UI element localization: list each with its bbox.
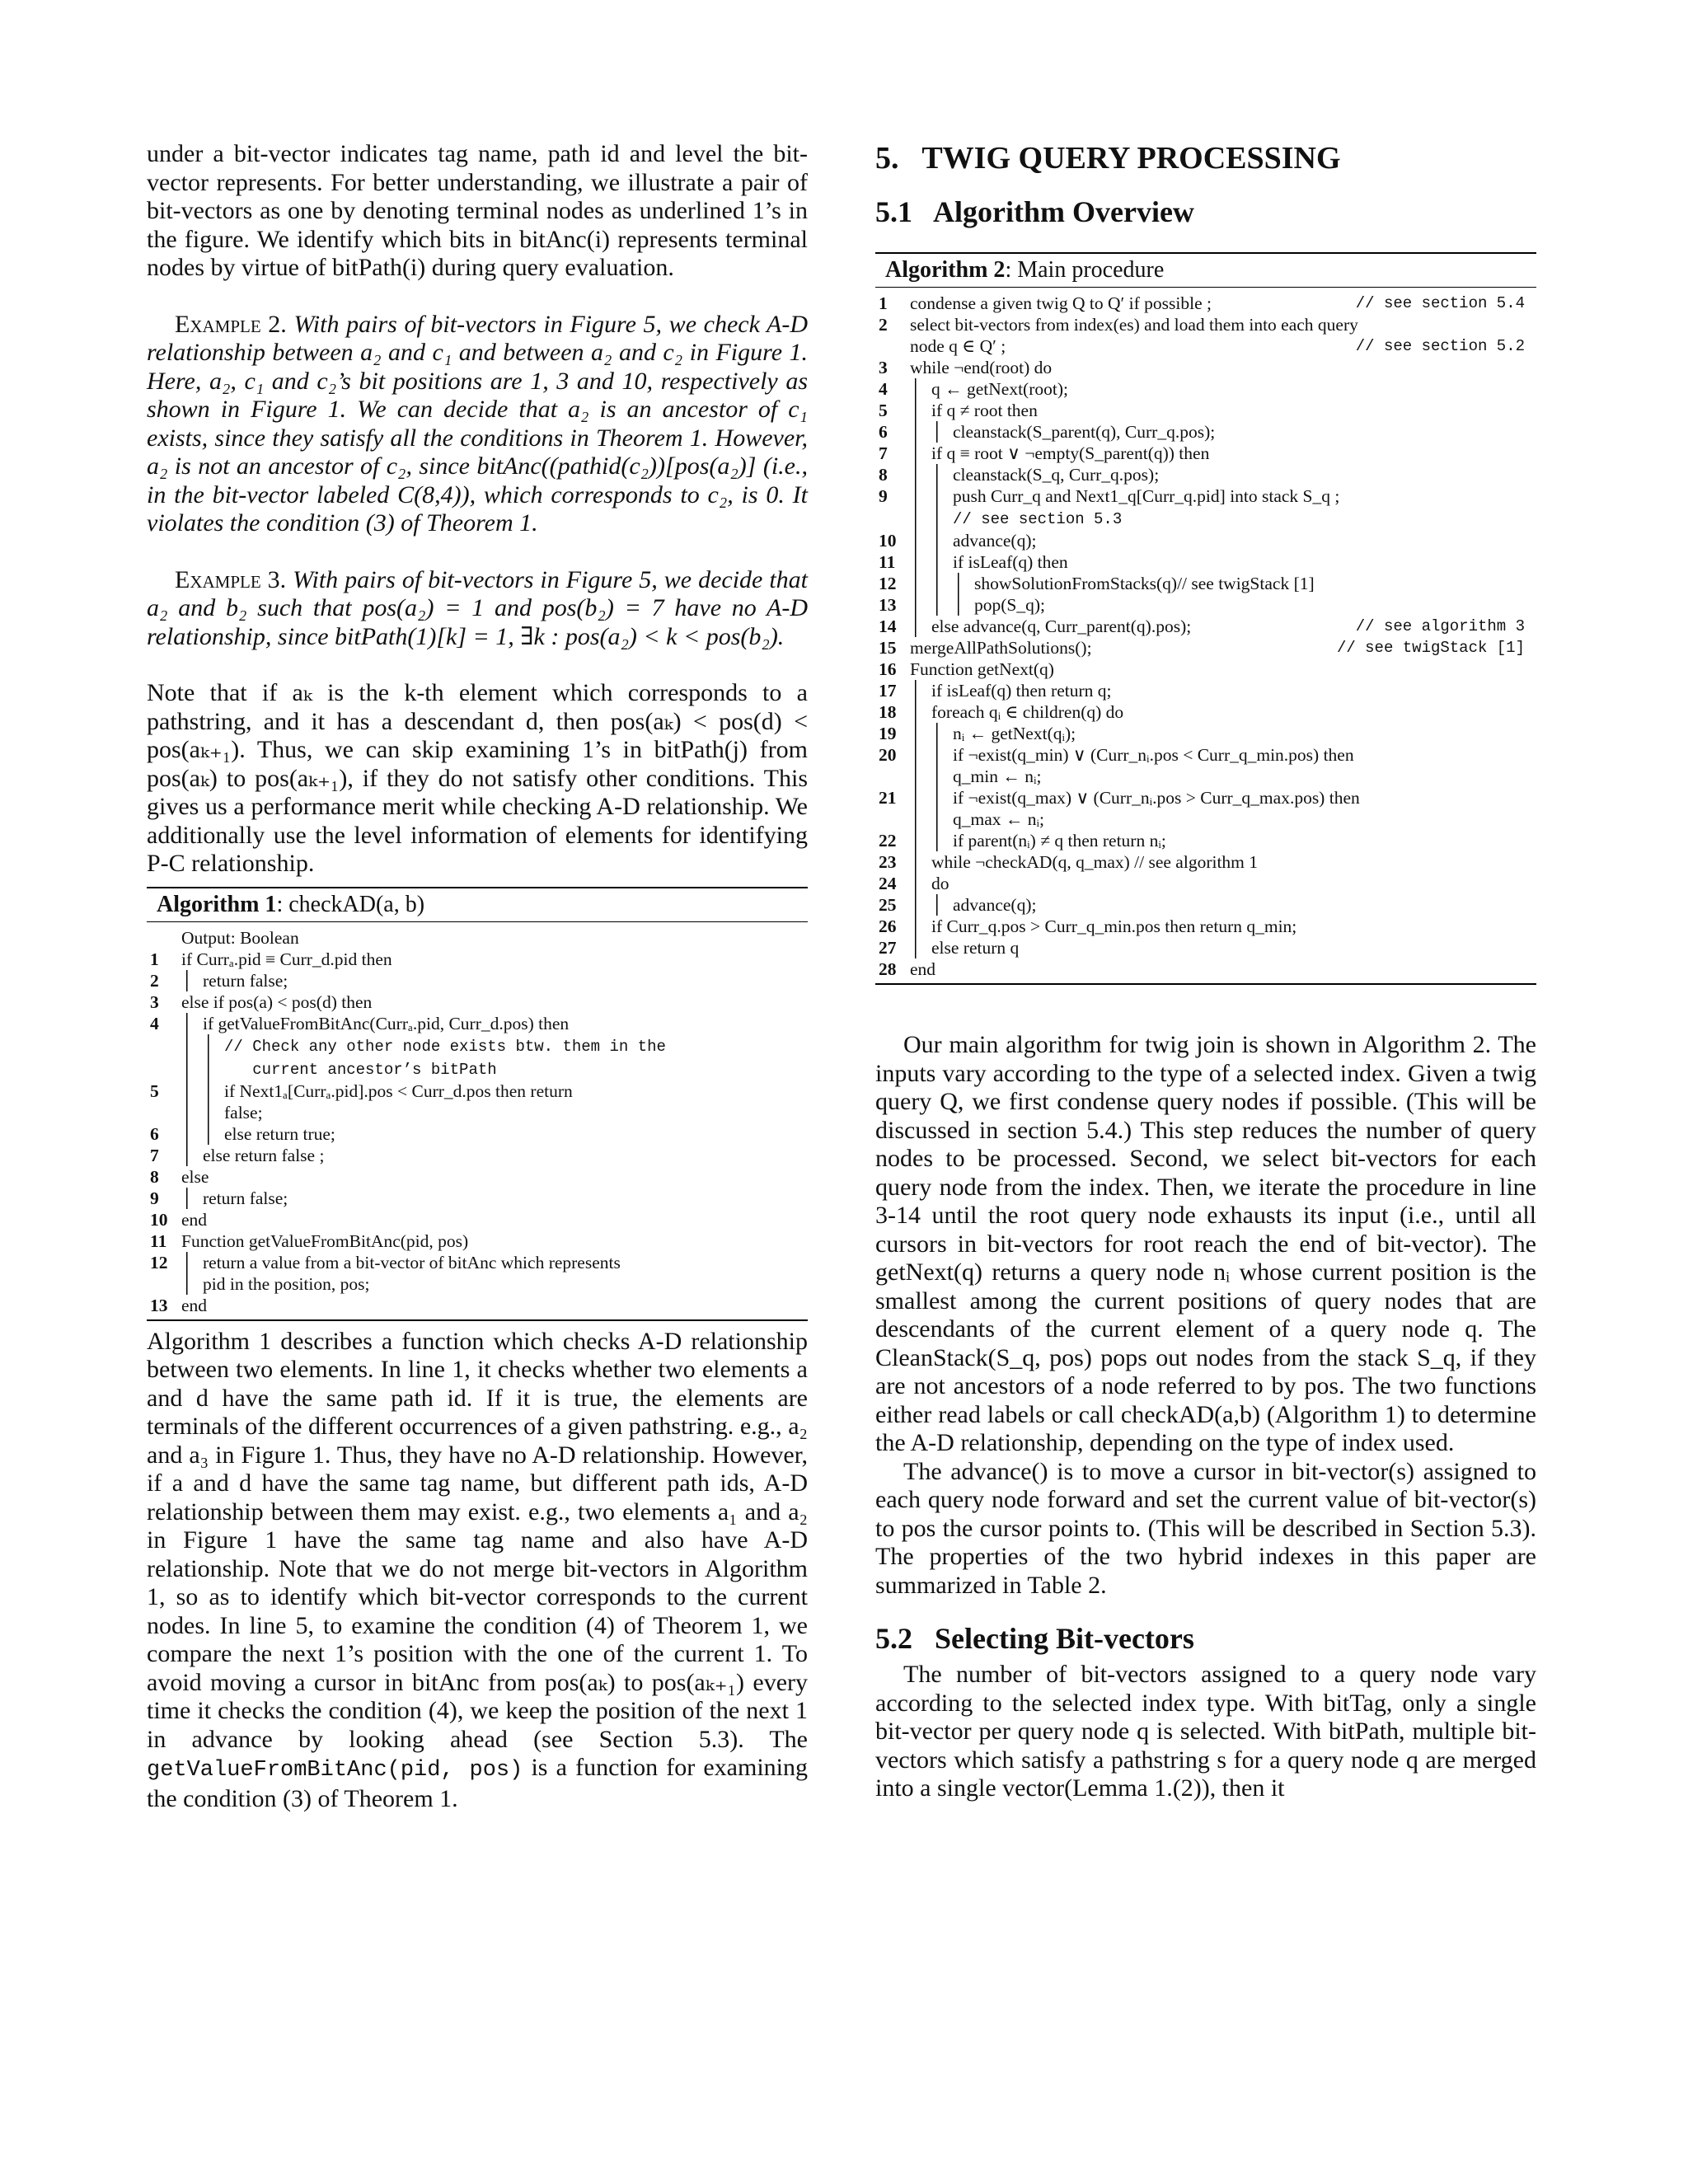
code-text: node q ∈ Q′ ; [910, 336, 1006, 356]
line-code [175, 1102, 808, 1123]
algorithm-line [147, 1252, 808, 1273]
code-text: end [910, 959, 936, 979]
code-text: Function getNext(q) [910, 659, 1054, 679]
algorithm-line [147, 949, 808, 970]
line-number: 9 [879, 486, 888, 506]
algorithm-line [875, 507, 1536, 530]
algorithm-line [875, 851, 1536, 873]
line-number: 6 [879, 422, 888, 442]
code-text: q_min ← nᵢ; [953, 766, 1042, 786]
line-code [903, 616, 1536, 637]
line-number: 19 [879, 724, 897, 743]
line-code [903, 335, 1536, 357]
code-text: else return true; [224, 1123, 335, 1144]
algorithm-line [875, 958, 1536, 980]
line-number: 5 [879, 401, 888, 420]
paragraph: under a bit-vector indicates tag name, path id and level the bit-vector represents. For better understanding, we illustrate a pair of bit-vectors as one by denoting terminal nodes as underlined 1’s in the figure. We identify which bits in bitAnc(i) represents terminal nodes by virtue of bitPath(i) during query evaluation. [147, 140, 808, 281]
code-comment: // see algorithm 3 [1355, 617, 1525, 635]
code-text: do [931, 874, 950, 893]
algorithm-line [875, 485, 1536, 507]
line-code [903, 314, 1536, 335]
algorithm-line [875, 530, 1536, 551]
line-number: 16 [879, 659, 897, 679]
line-code [903, 744, 1536, 766]
code-text: condense a given twig Q to Q′ if possible ; [910, 293, 1212, 313]
algorithm-line [147, 1273, 808, 1295]
code-text: nᵢ ← getNext(qᵢ); [953, 724, 1076, 743]
algorithm-line [875, 701, 1536, 723]
algorithm-line [147, 1145, 808, 1166]
line-code [903, 680, 1536, 701]
code-text: return false; [203, 1188, 288, 1208]
code-text: q_max ← nᵢ; [953, 809, 1045, 829]
algorithm-line [147, 1102, 808, 1123]
line-code [903, 830, 1536, 851]
line-code [175, 991, 808, 1013]
line-code [175, 927, 808, 949]
algorithm-line [147, 970, 808, 991]
code-text: pop(S_q); [974, 595, 1045, 615]
line-number: 7 [150, 1145, 159, 1165]
line-code [175, 1273, 808, 1295]
subsection-title: 5.2 Selecting Bit-vectors [875, 1622, 1194, 1655]
paragraph: The advance() is to move a cursor in bit-vector(s) assigned to each query node forward and set the current value of bit-vector(s) to pos the cursor points to. (This will be described in Section 5.3). The properties of the two hybrid indexes in this paper are summarized in Table 2. [875, 1457, 1536, 1599]
line-code [903, 551, 1536, 573]
line-code [903, 443, 1536, 464]
line-code [175, 1188, 808, 1209]
code-text: select bit-vectors from index(es) and load them into each query [910, 315, 1358, 335]
line-code [175, 1295, 808, 1316]
code-text: advance(q); [953, 895, 1037, 915]
algorithm-line [875, 916, 1536, 937]
line-code [903, 723, 1536, 744]
line-code [903, 873, 1536, 894]
algorithm-line [875, 680, 1536, 701]
paragraph: The number of bit-vectors assigned to a query node vary according to the selected index type. With bitTag, only a single bit-vector per query node q is selected. With bitPath, multiple bit-vectors which satisfy a pathstring s for a query node q are merged into a single vector(Lemma 1.(2)), then it [875, 1661, 1536, 1802]
line-number: 4 [150, 1013, 159, 1033]
line-code [903, 357, 1536, 378]
code-text: else return false ; [203, 1145, 325, 1165]
line-code [903, 293, 1536, 314]
paragraph: Note that if aₖ is the k-th element which corresponds to a pathstring, and it has a descendant d, then pos(aₖ) < pos(d) < pos(aₖ₊₁). Thus, we can skip examining 1’s in bitPath(j) from pos(aₖ) to pos(aₖ₊₁), if they do not satisfy other conditions. This gives us a performance merit while checking A-D relationship. We additionally use the level information of elements for identifying P-C relationship. [147, 679, 808, 877]
algorithm-line [147, 1013, 808, 1034]
algorithm-1 [147, 887, 808, 1321]
code-text: if Next1ₐ[Currₐ.pid].pos < Curr_d.pos then return [224, 1080, 573, 1101]
line-code [903, 851, 1536, 873]
algorithm-line [875, 616, 1536, 637]
line-code [175, 1230, 808, 1252]
algorithm-line [875, 551, 1536, 573]
example-label: Example 3. [175, 565, 287, 593]
line-code [903, 464, 1536, 485]
line-number: 11 [150, 1230, 167, 1251]
algorithm-body [875, 288, 1536, 983]
inline-code: getValueFromBitAnc(pid, pos) [147, 1758, 523, 1783]
code-text: cleanstack(S_q, Curr_q.pos); [953, 465, 1160, 485]
algorithm-line [875, 400, 1536, 421]
algorithm-line [147, 1188, 808, 1209]
line-code [903, 421, 1536, 443]
line-code [903, 937, 1536, 958]
line-number: 25 [879, 895, 897, 915]
code-text: showSolutionFromStacks(q)// see twigStack [1] [974, 574, 1315, 593]
line-code [175, 1166, 808, 1188]
line-number: 23 [879, 852, 897, 872]
algorithm-line [875, 378, 1536, 400]
line-number: 12 [879, 574, 897, 593]
line-number: 13 [879, 595, 897, 615]
example-2 [147, 311, 808, 538]
line-code [903, 658, 1536, 680]
line-code [903, 766, 1536, 787]
line-code [175, 1123, 808, 1145]
algorithm-line [875, 744, 1536, 766]
line-number: 13 [150, 1295, 168, 1315]
code-text: else if pos(a) < pos(d) then [181, 991, 373, 1012]
line-number: 12 [150, 1252, 168, 1272]
line-code [903, 701, 1536, 723]
code-text: if q ≡ root ∨ ¬empty(S_parent(q)) then [931, 443, 1210, 463]
code-text: return a value from a bit-vector of bitAnc which represents [203, 1252, 621, 1272]
line-number: 3 [879, 358, 888, 377]
right-column [875, 140, 1536, 1803]
code-comment: // see section 5.3 [953, 510, 1123, 528]
code-comment: // see section 5.2 [1355, 337, 1525, 355]
line-code [175, 949, 808, 970]
algorithm-line [147, 927, 808, 949]
code-text: end [181, 1295, 208, 1315]
algorithm-line [147, 1034, 808, 1057]
line-number: 22 [879, 831, 897, 851]
line-number: 4 [879, 379, 888, 399]
code-text: if ¬exist(q_max) ∨ (Curr_nᵢ.pos > Curr_q_max.pos) then [953, 788, 1360, 808]
algorithm-line [875, 594, 1536, 616]
code-text: if Currₐ.pid ≡ Curr_d.pid then [181, 949, 392, 969]
line-code [903, 894, 1536, 916]
code-text: Output: Boolean [181, 927, 299, 948]
code-text: false; [224, 1102, 263, 1122]
algorithm-line [147, 1057, 808, 1080]
code-text: if getValueFromBitAnc(Currₐ.pid, Curr_d.pos) then [203, 1013, 570, 1033]
line-number: 20 [879, 745, 897, 765]
line-code [175, 1013, 808, 1034]
line-code [903, 507, 1536, 530]
line-code [903, 916, 1536, 937]
algorithm-line [875, 873, 1536, 894]
paragraph: Our main algorithm for twig join is shown in Algorithm 2. The inputs vary according to the type of a selected index. Given a twig query Q, we first condense query nodes if possible. (This will be discussed in section 5.4.) This step reduces the number of query nodes to be processed. Second, we select bit-vectors for each query node from the index. Then, we iterate the procedure in line 3-14 until the root query node exhausts its input (i.e., until all cursors in bit-vectors for root reach the end of bit-vector). The getNext(q) returns a query node nᵢ whose current position is the smallest among the current positions of query nodes that are descendants of the current element of a query node q. The CleanStack(S_q, pos) pops out nodes from the stack S_q, if they are not ancestors of a node referred to by pos. The two functions either read labels or call checkAD(a,b) (Algorithm 1) to determine the A-D relationship, depending on the type of index used. [875, 1031, 1536, 1456]
algorithm-line [875, 937, 1536, 958]
example-3 [147, 566, 808, 652]
example-text: With pairs of bit-vectors in Figure 5, we decide that a₂ and b₂ such that pos(a₂) = 1 and pos(b₂) = 7 have no A-D relationship, since bitPath(1)[k] = 1, ∃k : pos(a₂) < k < pos(b₂). [147, 565, 809, 650]
code-text: Function getValueFromBitAnc(pid, pos) [181, 1230, 469, 1251]
code-text: if ¬exist(q_min) ∨ (Curr_nᵢ.pos < Curr_q_min.pos) then [953, 745, 1354, 765]
algorithm-line [147, 991, 808, 1013]
section-title: 5. TWIG QUERY PROCESSING [875, 141, 1341, 176]
paragraph: Algorithm 1 describes a function which checks A-D relationship between two elements. In line 1, it checks whether two elements a and d have the same path id. If it is true, the elements are terminals of the different occurrences of a given pathstring. e.g., a₂ and a₃ in Figure 1. Thus, they have no A-D relationship. However, if a and d have the same tag name, but different path ids, A-D relationship between them may exist. e.g., two elements a₁ and a₂ in Figure 1 have the same tag name and also have A-D relationship. Note that we do not merge bit-vectors in Algorithm 1, so as to identify which bit-vector corresponds to the current nodes. In line 5, to examine the condition (4) of Theorem 1, we compare the next 1’s position with the one of the current 1. To avoid moving a cursor in bitAnc from pos(aₖ) to pos(aₖ₊₁) every time it checks the condition (4), we keep the position of the next 1 in advance by looking ahead (see Section 5.3). The getValueFromBitAnc(pid, pos) is a function for examining the condition (3) of Theorem 1. [147, 1327, 808, 1812]
line-code [175, 1209, 808, 1230]
code-comment: current ancestor’s bitPath [224, 1060, 497, 1079]
algorithm-line [875, 658, 1536, 680]
algorithm-line [875, 464, 1536, 485]
line-number: 17 [879, 681, 897, 701]
algorithm-line [147, 1080, 808, 1102]
code-text: if Curr_q.pos > Curr_q_min.pos then return q_min; [931, 916, 1297, 936]
line-number: 5 [150, 1080, 159, 1101]
line-number: 8 [150, 1166, 159, 1187]
line-number: 2 [150, 970, 159, 991]
algorithm-2 [875, 252, 1536, 985]
code-text: advance(q); [953, 531, 1037, 551]
algorithm-line [875, 293, 1536, 314]
algorithm-line [147, 1166, 808, 1188]
algorithm-line [147, 1123, 808, 1145]
line-code [175, 1080, 808, 1102]
algorithm-line [875, 421, 1536, 443]
line-code [175, 1252, 808, 1273]
algorithm-line [875, 723, 1536, 744]
line-code [175, 970, 808, 991]
line-number: 7 [879, 443, 888, 463]
line-number: 1 [150, 949, 159, 969]
line-code [903, 958, 1536, 980]
line-code [903, 808, 1536, 830]
code-text: while ¬checkAD(q, q_max) // see algorithm 1 [931, 852, 1259, 872]
line-code [903, 594, 1536, 616]
line-number: 3 [150, 991, 159, 1012]
line-number: 8 [879, 465, 888, 485]
code-text: cleanstack(S_parent(q), Curr_q.pos); [953, 422, 1216, 442]
left-column [147, 140, 808, 1813]
code-text: else [181, 1166, 209, 1187]
algorithm-line [875, 894, 1536, 916]
algorithm-title: Algorithm 2: Main procedure [875, 254, 1536, 288]
line-number: 1 [879, 293, 888, 313]
subsection-title: 5.1 Algorithm Overview [875, 195, 1194, 228]
line-code [903, 400, 1536, 421]
algorithm-line [875, 573, 1536, 594]
algorithm-line [875, 314, 1536, 335]
line-number: 10 [879, 531, 897, 551]
code-text: foreach qᵢ ∈ children(q) do [931, 702, 1124, 722]
code-text: pid in the position, pos; [203, 1273, 370, 1294]
line-number: 11 [879, 552, 896, 572]
algorithm-line [147, 1230, 808, 1252]
code-comment: // Check any other node exists btw. them in the [224, 1037, 666, 1056]
code-text: if isLeaf(q) then return q; [931, 681, 1112, 701]
algorithm-line [875, 637, 1536, 658]
algorithm-line [875, 443, 1536, 464]
algorithm-line [147, 1295, 808, 1316]
algorithm-body [147, 922, 808, 1319]
line-code [903, 787, 1536, 808]
code-text: mergeAllPathSolutions(); [910, 638, 1092, 658]
algorithm-line [875, 830, 1536, 851]
line-number: 18 [879, 702, 897, 722]
line-number: 15 [879, 638, 897, 658]
line-number: 10 [150, 1209, 168, 1230]
code-text: q ← getNext(root); [931, 379, 1068, 399]
line-code [903, 378, 1536, 400]
algorithm-line [875, 808, 1536, 830]
line-code [903, 573, 1536, 594]
algorithm-line [875, 335, 1536, 357]
example-label: Example 2. [175, 310, 287, 338]
line-number: 26 [879, 916, 897, 936]
code-text: if isLeaf(q) then [953, 552, 1068, 572]
line-code [175, 1034, 808, 1057]
algorithm-title: Algorithm 1: checkAD(a, b) [147, 888, 808, 922]
line-number: 21 [879, 788, 897, 808]
code-comment: // see twigStack [1] [1336, 639, 1525, 657]
algorithm-line [147, 1209, 808, 1230]
line-code [903, 485, 1536, 507]
code-text: if parent(nᵢ) ≠ q then return nᵢ; [953, 831, 1166, 851]
example-text: With pairs of bit-vectors in Figure 5, we check A-D relationship between a₂ and c₁ and between a₂ and c₂ in Figure 1. Here, a₂, c₁ and c₂’s bit positions are 1, 3 and 10, respectively as shown in Figure 1. We can decide that a₂ is an ancestor of c₁ exists, since they satisfy all the conditions in Theorem 1. However, a₂ is not an ancestor of c₂, since bitAnc((pathid(c₂))[pos(a₂)] (i.e., in the bit-vector labeled C(8,4)), which corresponds to c₂, is 0. It violates the condition (3) of Theorem 1. [147, 310, 808, 537]
line-number: 27 [879, 938, 897, 958]
line-number: 6 [150, 1123, 159, 1144]
code-text: push Curr_q and Next1_q[Curr_q.pid] into stack S_q ; [953, 486, 1340, 506]
code-text: while ¬end(root) do [910, 358, 1053, 377]
line-number: 2 [879, 315, 888, 335]
line-number: 28 [879, 959, 897, 979]
line-code [175, 1057, 808, 1080]
line-code [175, 1145, 808, 1166]
line-number: 24 [879, 874, 897, 893]
line-code [903, 637, 1536, 658]
algorithm-line [875, 357, 1536, 378]
algorithm-line [875, 766, 1536, 787]
code-text: if q ≠ root then [931, 401, 1038, 420]
code-comment: // see section 5.4 [1355, 294, 1525, 312]
line-number: 14 [879, 616, 897, 636]
line-code [903, 530, 1536, 551]
code-text: return false; [203, 970, 288, 991]
code-text: end [181, 1209, 208, 1230]
line-number: 9 [150, 1188, 159, 1208]
algorithm-line [875, 787, 1536, 808]
code-text: else advance(q, Curr_parent(q).pos); [931, 616, 1192, 636]
code-text: else return q [931, 938, 1020, 958]
